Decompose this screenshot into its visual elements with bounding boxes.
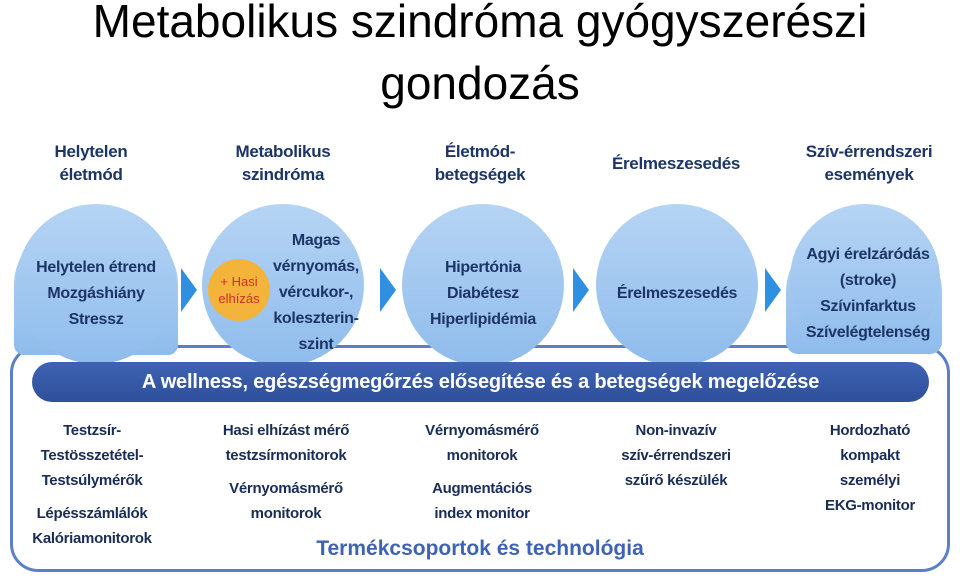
- arrow-right-icon: [573, 268, 589, 312]
- arrow-right-icon: [765, 268, 781, 312]
- page-title-line2: gondozás: [380, 57, 580, 109]
- stage-text-lifestyle: Helytelen étrend Mozgáshiány Stressz: [36, 259, 156, 328]
- product-column-ekg: Hordozható kompakt személyi EKG-monitor: [824, 422, 916, 514]
- header-unhealthy-lifestyle: Helytelen életmód: [54, 142, 128, 184]
- stage-text-events: Agyi érelzáródás (stroke) Szívinfarktus Szívelégtelenség: [805, 246, 931, 341]
- arrow-right-icon: [380, 268, 396, 312]
- products-footer-title: Termékcsoportok és technológia: [316, 537, 644, 560]
- product-column-body-composition: Testzsír- Testösszetétel- Testsúlymérők Lépésszámlálók Kalóriamonitorok: [32, 422, 152, 547]
- product-column-abdominal: Hasi elhízást mérő testzsírmonitorok Vérnyomásmérő monitorok: [222, 422, 350, 522]
- header-cardiovascular-events: Szív-érrendszeri események: [805, 142, 933, 184]
- prevention-banner: A wellness, egészségmegőrzés elősegítése és a betegségek megelőzése: [32, 362, 929, 402]
- stage-text-metabolic: Magas vérnyomás, vércukor-, koleszterin- szint: [273, 232, 359, 353]
- product-column-blood-pressure: Vérnyomásmérő monitorok Augmentációs index monitor: [425, 422, 539, 522]
- page-title-line1: Metabolikus szindróma gyógyszerészi: [92, 0, 868, 47]
- stage-text-atherosclerosis: Érelmeszesedés: [616, 285, 738, 302]
- header-metabolic-syndrome: Metabolikus szindróma: [235, 142, 331, 184]
- header-lifestyle-diseases: Életmód- betegségek: [434, 142, 526, 184]
- abdominal-obesity-badge: + Hasi elhízás: [208, 259, 270, 321]
- arrow-right-icon: [181, 268, 197, 312]
- stage-text-lifestyle-diseases: Hipertónia Diabétesz Hiperlipidémia: [429, 259, 537, 328]
- product-column-screening: Non-invazív szív-érrendszeri szűrő készülék: [621, 422, 731, 489]
- header-atherosclerosis: Érelmeszesedés: [611, 154, 741, 173]
